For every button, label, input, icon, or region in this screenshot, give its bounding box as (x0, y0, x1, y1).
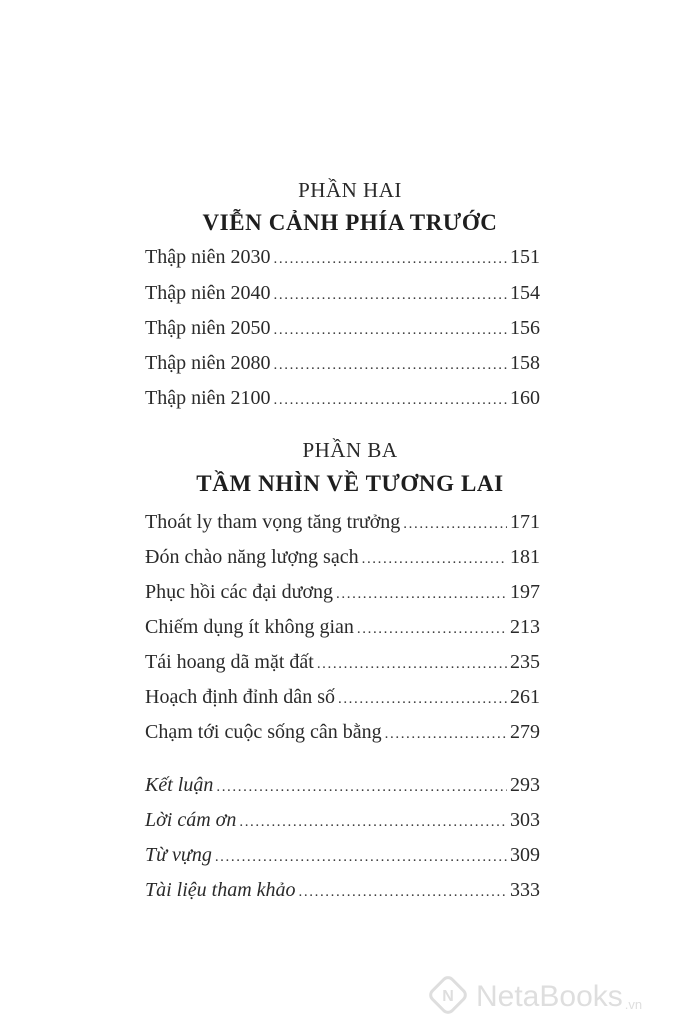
dot-leader (385, 726, 507, 743)
dot-leader (274, 392, 507, 409)
toc-entry[interactable] (145, 616, 540, 644)
toc-entry-title: Thập niên 2100 (145, 387, 271, 409)
toc-entry-title: Tái hoang dã mặt đất (145, 651, 314, 673)
toc-entry[interactable] (145, 844, 540, 872)
toc-entry[interactable] (145, 721, 540, 749)
toc-entry-page: 151 (510, 246, 540, 268)
toc-entry-title: Thập niên 2040 (145, 282, 271, 304)
toc-entry-page: 156 (510, 317, 540, 339)
dot-leader (274, 251, 507, 268)
dot-leader (215, 849, 507, 866)
toc-entry-page: 181 (510, 546, 540, 568)
toc-entry-title: Thoát ly tham vọng tăng trưởng (145, 511, 401, 533)
toc-entry-title: Chạm tới cuộc sống cân bằng (145, 721, 382, 743)
toc-entry-title: Phục hồi các đại dương (145, 581, 334, 603)
toc-entry-title: Thập niên 2080 (145, 352, 271, 374)
toc-entry-title: Chiếm dụng ít không gian (145, 616, 354, 638)
toc-entry-page: 213 (510, 616, 540, 638)
toc-entry-page: 279 (510, 721, 540, 743)
watermark-domain: .vn (624, 996, 643, 1012)
dot-leader (274, 287, 507, 304)
toc-entry-page: 158 (510, 352, 540, 374)
toc-entry-page: 160 (510, 387, 540, 409)
toc-entry-page: 171 (510, 511, 540, 533)
toc-entry[interactable] (145, 686, 540, 714)
dot-leader (274, 322, 507, 339)
toc-entry[interactable] (145, 387, 540, 415)
dot-leader (338, 691, 507, 708)
toc-entry-title: Thập niên 2030 (145, 246, 271, 268)
toc-entry-title: Hoạch định đỉnh dân số (145, 686, 335, 708)
toc-entry[interactable] (145, 581, 540, 609)
dot-leader (274, 357, 507, 374)
toc-entry[interactable] (145, 352, 540, 380)
part-three-label: PHẦN BA (302, 438, 398, 462)
toc-entry-page: 154 (510, 282, 540, 304)
netabooks-logo-icon (428, 975, 468, 1020)
dot-leader (239, 814, 507, 831)
dot-leader (362, 551, 507, 568)
dot-leader (403, 516, 507, 533)
dot-leader (357, 621, 507, 638)
toc-entry-page: 235 (510, 651, 540, 673)
dot-leader (299, 884, 507, 901)
toc-entry[interactable] (145, 774, 540, 802)
toc-entry-page: 303 (510, 809, 540, 831)
toc-entry-title: Kết luận (145, 774, 214, 796)
toc-entry[interactable] (145, 809, 540, 837)
toc-entry-page: 333 (510, 879, 540, 901)
toc-entry-page: 293 (510, 774, 540, 796)
watermark-text: NetaBooks (476, 980, 623, 1013)
toc-entry-page: 261 (510, 686, 540, 708)
toc-entry[interactable] (145, 511, 540, 539)
toc-entry-page: 197 (510, 581, 540, 603)
toc-entry-title: Tài liệu tham khảo (145, 879, 296, 901)
part-two-label: PHẦN HAI (298, 178, 402, 202)
toc-entry-title: Lời cám ơn (145, 809, 237, 831)
toc-entry-title: Từ vựng (145, 844, 212, 866)
toc-entry-title: Đón chào năng lượng sạch (145, 546, 359, 568)
toc-entry[interactable] (145, 317, 540, 345)
toc-entry[interactable] (145, 282, 540, 310)
toc-entry-title: Thập niên 2050 (145, 317, 271, 339)
dot-leader (336, 586, 507, 603)
dot-leader (216, 779, 507, 796)
part-two-title: VIỄN CẢNH PHÍA TRƯỚC (202, 210, 498, 235)
toc-entry[interactable] (145, 879, 540, 907)
dot-leader (317, 656, 507, 673)
netabooks-watermark (428, 972, 698, 1022)
toc-entry-page: 309 (510, 844, 540, 866)
toc-entry[interactable] (145, 246, 540, 274)
part-three-title: TẦM NHÌN VỀ TƯƠNG LAI (196, 471, 504, 496)
toc-entry[interactable] (145, 546, 540, 574)
toc-entry[interactable] (145, 651, 540, 679)
svg-text:N: N (442, 987, 454, 1005)
